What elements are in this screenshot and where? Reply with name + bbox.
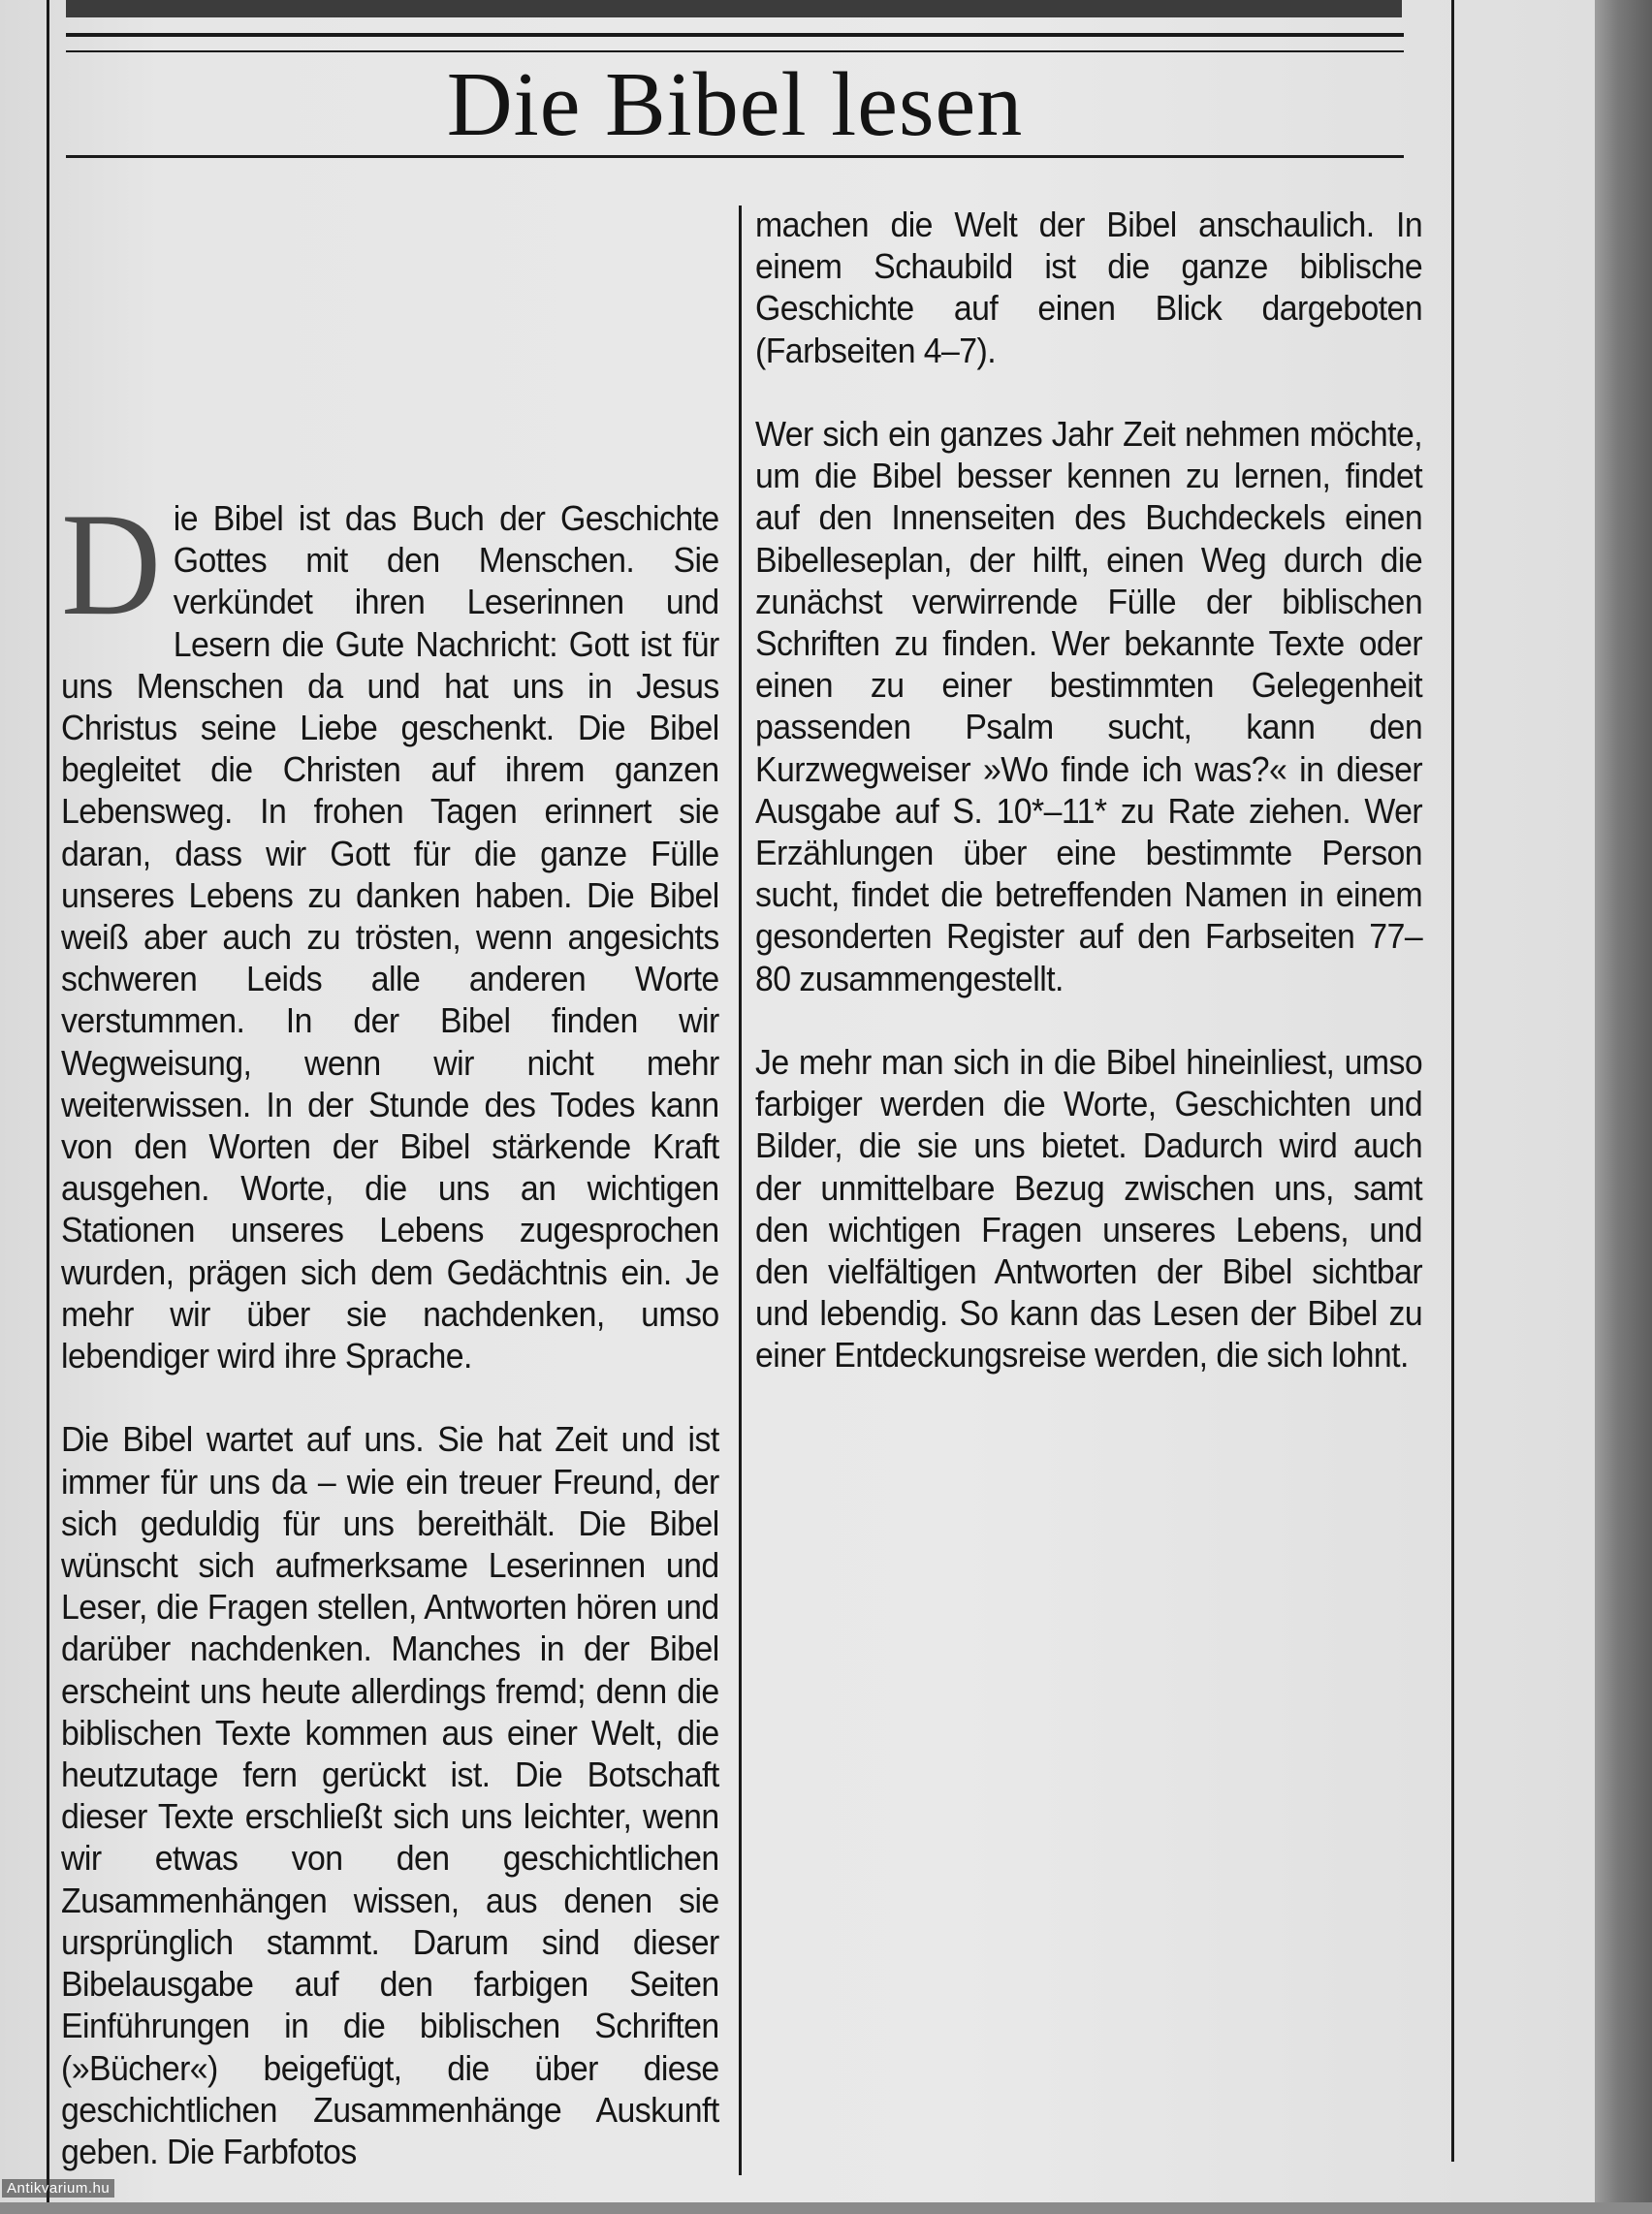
top-header-band [66,0,1402,17]
drop-cap: D [61,483,161,646]
left-paragraph-1 [61,483,719,1376]
title-rule-top [66,50,1404,52]
right-border-line [1451,0,1454,2162]
watermark: Antikvarium.hu [2,2179,114,2198]
page-title: Die Bibel lesen [446,54,1024,155]
left-paragraph-2: Die Bibel wartet auf uns. Sie hat Zeit und ist immer für uns da – wie ein treuer Freund, der sich geduldig für uns bereithält. Die Bibel wünscht sich aufmerksame Leserinnen und Leser, die Fragen stellen, Antworten hören und darüber nachdenken. Manches in der Bibel erscheint uns heute allerdings fremd; denn die biblischen Texte kommen aus einer Welt, die heutzutage fern gerückt ist. Die Botschaft dieser Texte erschließt sich uns leichter, wenn wir etwas von den geschichtlichen Zusammenhängen wissen, aus denen sie ursprünglich stammt. Darum sind dieser Bibelausgabe auf den farbigen Seiten Einführungen in die biblischen Schriften (»Bücher«) beigefügt, die über diese geschichtlichen Zusammenhänge Auskunft geben. Die Farbfotos [61,1419,719,2171]
top-rule [66,33,1404,37]
left-border-line [47,0,49,2202]
column-divider [739,206,742,2175]
title-rule-bottom [66,155,1404,158]
right-paragraph-1: machen die Welt der Bibel anschaulich. In einem Schaubild ist die ganze biblische Geschichte auf einen Blick dargeboten (Farbseiten 4–7). [755,205,1423,370]
right-column [755,204,1422,1418]
right-paragraph-2: Wer sich ein ganzes Jahr Zeit nehmen möchte, um die Bibel besser kennen zu lernen, findet auf den Innenseiten des Buchdeckels einen Bibelleseplan, der hilft, einen Weg durch die zunächst verwirrende Fülle der biblischen Schriften zu finden. Wer bekannte Texte oder einen zu einer bestimmten Gelegenheit passenden Psalm sucht, kann den Kurzwegweiser »Wo finde ich was?« in dieser Ausgabe auf S. 10*–11* zu Rate ziehen. Wer Erzählungen über eine bestimmte Person sucht, findet die betreffenden Namen in einem gesonderten Register auf den Farbseiten 77–80 zusammengestellt. [755,414,1423,998]
right-paragraph-3: Je mehr man sich in die Bibel hineinliest, umso farbiger werden die Worte, Geschichten und Bilder, die sie uns bietet. Dadurch wird auch der unmittelbare Bezug zwischen uns, samt den wichtigen Fragen unseres Lebens, und den vielfältigen Antworten der Bibel sichtbar und lebendig. So kann das Lesen der Bibel zu einer Entdeckungsreise werden, die sich lohnt. [755,1042,1423,1376]
left-column [61,483,719,2214]
book-spine-shadow [1595,0,1652,2202]
left-paragraph-1-text: ie Bibel ist das Buch der Geschichte Gottes mit den Menschen. Sie verkündet ihren Leserinnen und Lesern die Gute Nachricht: Gott ist für uns Menschen da und hat uns in Jesus Christus seine Liebe geschenkt. Die Bibel begleitet die Christen auf ihrem ganzen Lebensweg. In frohen Tagen erinnert sie daran, dass wir Gott für die ganze Fülle unseres Lebens zu danken haben. Die Bibel weiß aber auch zu trösten, wenn angesichts schweren Leids alle anderen Worte verstummen. In der Bibel finden wir Wegweisung, wenn wir nicht mehr weiterwissen. In der Stunde des Todes kann von den Worten der Bibel stärkende Kraft ausgehen. Worte, die uns an wichtigen Stationen unseres Lebens zugesprochen wurden, prägen sich dem Gedächtnis ein. Je mehr wir über sie nachdenken, umso lebendiger wird ihre Sprache. [61,498,719,1376]
